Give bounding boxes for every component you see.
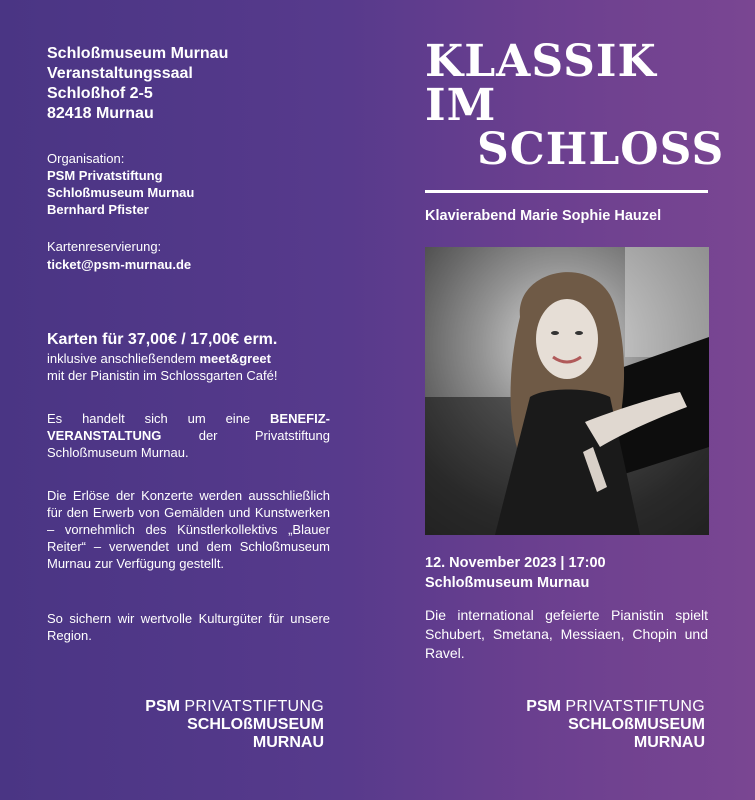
price-line — [47, 350, 337, 367]
address-line: Veranstaltungssaal — [47, 65, 193, 82]
meet-greet-text: meet&greet — [199, 351, 271, 366]
event-venue: Schloßmuseum Murnau — [425, 575, 590, 591]
organisation-block — [47, 150, 194, 218]
benefit-post: der Privatstiftung Schloßmuseum Murnau. — [47, 428, 330, 460]
benefit-paragraph — [47, 410, 330, 461]
organisation-label: Organisation: — [47, 151, 125, 166]
event-date-block — [425, 553, 606, 593]
price-line-text: inklusive anschließendem — [47, 351, 200, 366]
logo-psm: PSM — [145, 698, 180, 715]
logo-murnau: MURNAU — [633, 734, 705, 751]
title-line: IM — [425, 80, 497, 131]
event-description: Die international gefeierte Pianistin spielt Schubert, Smetana, Messiaen, Chopin und Ravel. — [425, 607, 708, 661]
benefit-bold: BENEFIZ-VERANSTALTUNG — [47, 411, 330, 443]
venue-address — [47, 44, 228, 124]
title-line: KLASSIK — [425, 36, 657, 87]
logo-schlossmuseum: SCHLOßMUSEUM — [187, 716, 324, 733]
organisation-line: PSM Privatstiftung — [47, 168, 163, 183]
logo-psm: PSM — [526, 698, 561, 715]
portrait-illustration — [425, 247, 709, 535]
proceeds-paragraph: Die Erlöse der Konzerte werden ausschließlich für den Erwerb von Gemälden und Kunstwerken – vornehmlich des Künstlerkollektivs „Blauer Reiter“ – verwendet und dem Schloßmuseum Murnau zur Verfügung gestellt. — [47, 488, 330, 571]
ticket-email-link[interactable]: ticket@psm-murnau.de — [47, 257, 192, 272]
benefit-pre: Es handelt sich um eine — [47, 411, 271, 426]
logo-murnau: MURNAU — [252, 734, 324, 751]
price-block — [47, 330, 337, 384]
logo-schlossmuseum: SCHLOßMUSEUM — [568, 716, 705, 733]
closing-paragraph: So sichern wir wertvolle Kulturgüter für unsere Region. — [47, 611, 330, 643]
organisation-line: Bernhard Pfister — [47, 202, 149, 217]
address-line: Schloßhof 2-5 — [47, 85, 153, 102]
ticket-block — [47, 238, 191, 274]
address-line: Schloßmuseum Murnau — [47, 45, 229, 62]
ticket-label: Kartenreservierung: — [47, 239, 162, 254]
pianist-photo — [425, 247, 709, 535]
logo-privatstiftung: PRIVATSTIFTUNG — [184, 698, 324, 715]
psm-logo — [526, 698, 705, 752]
logo-privatstiftung: PRIVATSTIFTUNG — [565, 698, 705, 715]
right-panel — [378, 0, 755, 800]
title-line: SCHLOSS — [477, 124, 725, 175]
event-date: 12. November 2023 | 17:00 — [425, 555, 606, 571]
organisation-line: Schloßmuseum Murnau — [47, 185, 195, 200]
title-divider — [425, 190, 708, 193]
address-line: 82418 Murnau — [47, 105, 154, 122]
psm-logo — [145, 698, 324, 752]
price-line-3: mit der Pianistin im Schlossgarten Café! — [47, 368, 278, 383]
price-headline: Karten für 37,00€ / 17,00€ erm. — [47, 331, 278, 348]
event-title — [425, 36, 725, 175]
event-subtitle: Klavierabend Marie Sophie Hauzel — [425, 208, 662, 224]
